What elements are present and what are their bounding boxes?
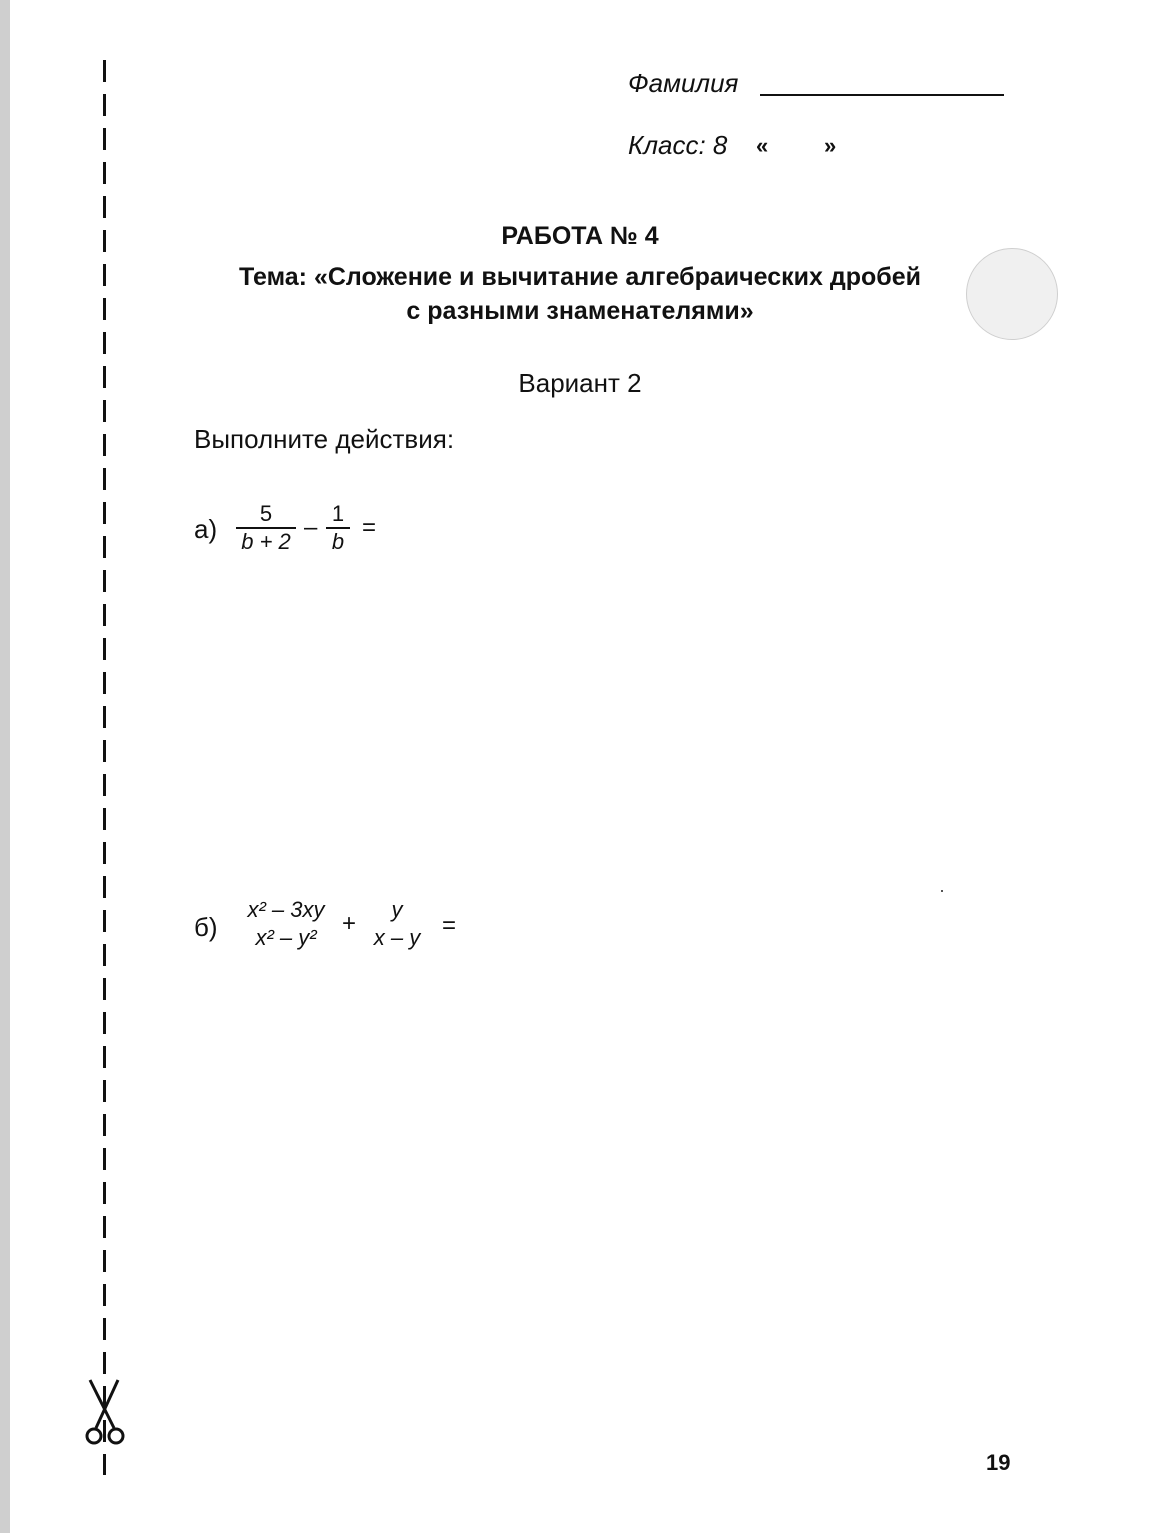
work-title: РАБОТА № 4	[501, 222, 659, 250]
scissors-icon	[82, 1378, 128, 1448]
class-quote-close: »	[824, 133, 837, 158]
task-a-fraction-1	[236, 502, 296, 554]
fraction-denominator: b + 2	[241, 529, 291, 554]
fraction-numerator: y	[391, 897, 403, 922]
scan-speck	[941, 890, 943, 892]
surname-label: Фамилия	[628, 68, 739, 98]
fraction-denominator: x² – y²	[255, 925, 317, 950]
task-a-equals: =	[362, 514, 377, 541]
task-b-fraction-2	[364, 898, 430, 950]
page-number: 19	[986, 1450, 1011, 1475]
class-quote-open: «	[756, 133, 769, 158]
instruction-text: Выполните действия:	[194, 424, 455, 454]
page-tab	[966, 248, 1058, 340]
fraction-numerator: x² – 3xy	[247, 897, 325, 922]
variant-label: Вариант 2	[518, 368, 642, 398]
task-a-fraction-2	[326, 502, 350, 554]
fraction-numerator: 1	[331, 501, 345, 526]
topic-line-1: Тема: «Сложение и вычитание алгебраических дробей	[239, 263, 921, 291]
class-label: Класс:	[628, 130, 706, 160]
task-b-operator: +	[342, 910, 357, 937]
class-field	[628, 130, 727, 161]
fraction-numerator: 5	[259, 501, 273, 526]
task-b-fraction-1	[234, 898, 338, 950]
fraction-denominator: b	[331, 529, 345, 554]
fraction-denominator: x – y	[373, 925, 421, 950]
task-a-label: а)	[194, 514, 218, 544]
task-b-label: б)	[194, 912, 218, 942]
topic-line-2: с разными знаменателями»	[406, 297, 754, 325]
class-number: 8	[712, 130, 728, 160]
task-a-operator: –	[304, 514, 318, 541]
task-b-equals: =	[442, 912, 457, 939]
surname-input-line[interactable]	[760, 94, 1004, 96]
